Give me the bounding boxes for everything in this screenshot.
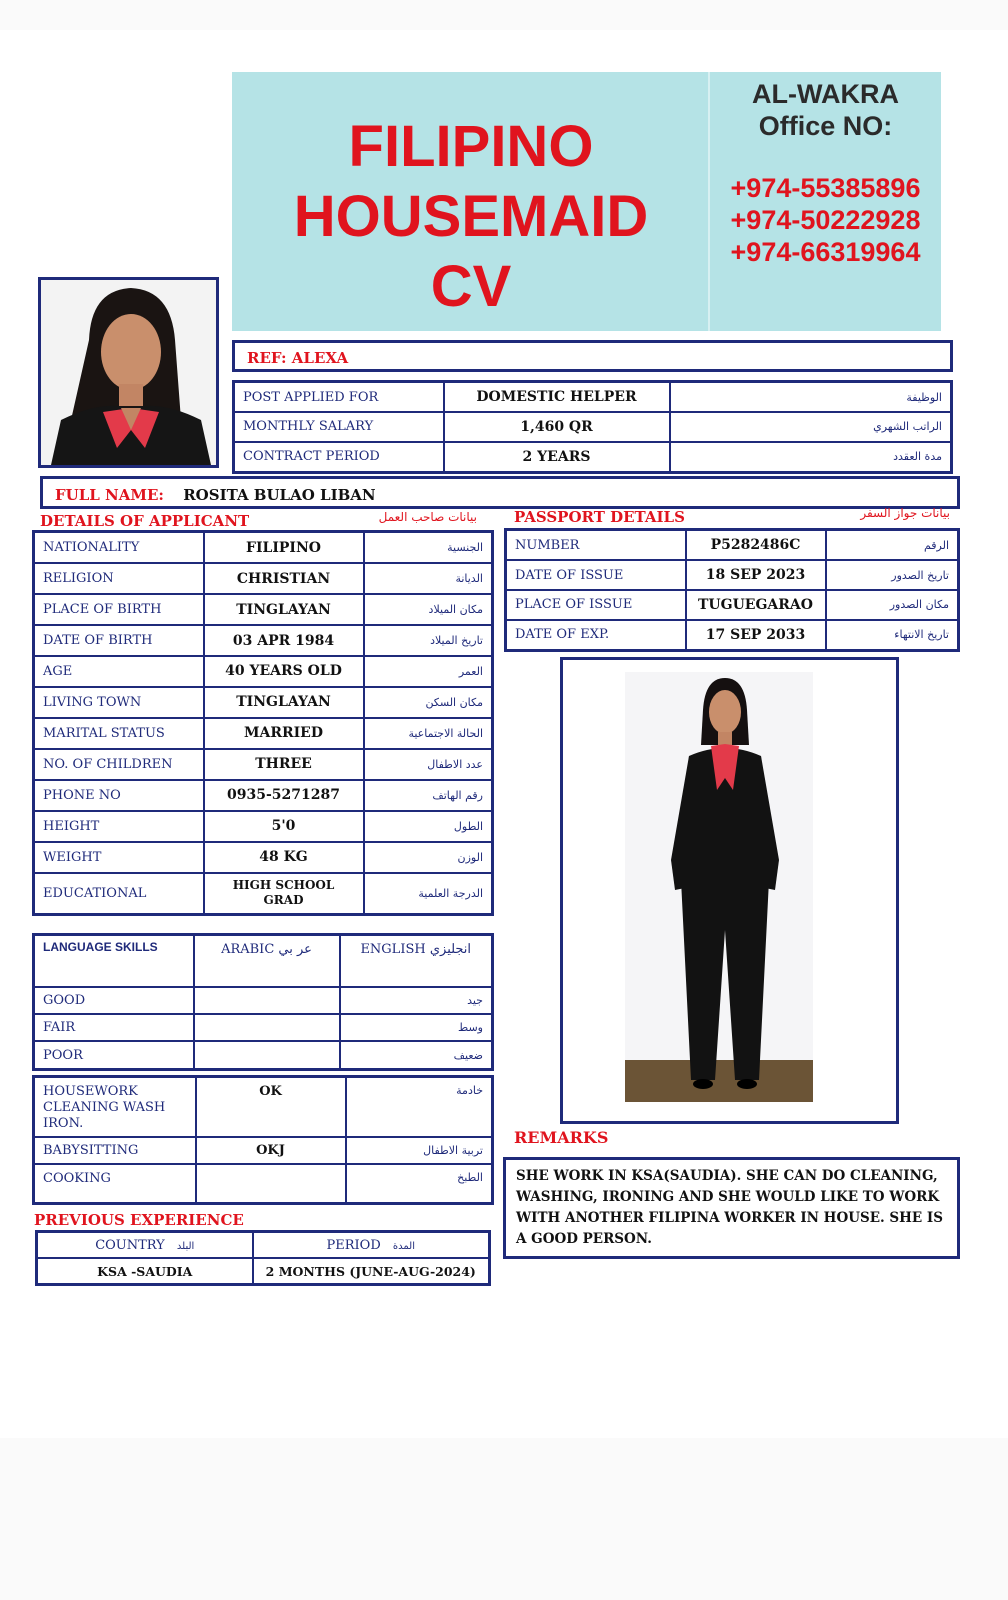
applicant-value: 48 KG xyxy=(204,842,364,873)
applicant-label: AGE xyxy=(34,656,204,687)
applicant-label-ar: رقم الهاتف xyxy=(364,780,493,811)
phone-2[interactable]: +974-50222928 xyxy=(730,205,921,235)
table-row xyxy=(34,1077,493,1137)
language-arabic-cell xyxy=(194,1014,340,1041)
language-title: LANGUAGE SKILLS xyxy=(34,935,194,987)
table-row xyxy=(37,1232,490,1259)
language-arabic-cell xyxy=(194,1041,340,1069)
passport-label: DATE OF ISSUE xyxy=(506,560,686,590)
applicant-value: HIGH SCHOOL GRAD xyxy=(204,873,364,915)
language-arabic-cell xyxy=(194,987,340,1014)
applicant-label-ar: مكان السكن xyxy=(364,687,493,718)
job-value: DOMESTIC HELPER xyxy=(444,382,670,413)
applicant-label: LIVING TOWN xyxy=(34,687,204,718)
applicant-value: THREE xyxy=(204,749,364,780)
language-col-arabic: ARABIC عر بي xyxy=(194,935,340,987)
experience-col-country-label: COUNTRY xyxy=(95,1237,165,1253)
passport-table xyxy=(504,528,960,652)
skill-value xyxy=(196,1164,346,1204)
phone-1[interactable]: +974-55385896 xyxy=(730,173,921,203)
language-level-ar: ضعيف xyxy=(340,1041,493,1069)
cv-title xyxy=(232,112,710,322)
applicant-label: PLACE OF BIRTH xyxy=(34,594,204,625)
remarks-title: REMARKS xyxy=(514,1128,609,1147)
table-row xyxy=(34,749,493,780)
applicant-value: CHRISTIAN xyxy=(204,563,364,594)
table-row xyxy=(506,590,959,620)
passport-title-ar: بيانات جواز السفر xyxy=(860,506,950,520)
applicant-title: DETAILS OF APPLICANT xyxy=(40,512,250,530)
table-row xyxy=(234,412,952,442)
skill-value: OK xyxy=(196,1077,346,1137)
applicant-label-ar: الديانة xyxy=(364,563,493,594)
applicant-label-ar: الجنسية xyxy=(364,532,493,564)
experience-col-period xyxy=(253,1232,490,1259)
skill-label-ar: الطبخ xyxy=(346,1164,493,1204)
experience-period: 2 MONTHS (JUNE-AUG-2024) xyxy=(253,1258,490,1285)
ref-label: REF: xyxy=(247,349,287,367)
applicant-value: 40 YEARS OLD xyxy=(204,656,364,687)
table-row xyxy=(234,382,952,413)
table-row xyxy=(34,687,493,718)
portrait-image xyxy=(41,280,216,465)
language-level: GOOD xyxy=(34,987,194,1014)
table-row xyxy=(34,1137,493,1164)
table-row xyxy=(34,1041,493,1069)
language-level: POOR xyxy=(34,1041,194,1069)
table-row xyxy=(34,873,493,915)
table-row xyxy=(34,625,493,656)
portrait-photo xyxy=(38,277,219,468)
full-body-photo xyxy=(560,657,899,1124)
applicant-label: PHONE NO xyxy=(34,780,204,811)
applicant-value: 0935-5271287 xyxy=(204,780,364,811)
job-label: POST APPLIED FOR xyxy=(234,382,444,413)
table-row xyxy=(34,935,493,987)
ref-value: ALEXA xyxy=(291,349,349,367)
table-row xyxy=(34,718,493,749)
passport-label-ar: تاريخ الصدور xyxy=(826,560,959,590)
passport-label: NUMBER xyxy=(506,530,686,561)
skill-label: HOUSEWORK CLEANING WASH IRON. xyxy=(34,1077,196,1137)
experience-table xyxy=(35,1230,491,1286)
job-value: 2 YEARS xyxy=(444,442,670,473)
applicant-label-ar: الوزن xyxy=(364,842,493,873)
full-body-image xyxy=(563,660,896,1121)
office-name: AL-WAKRA xyxy=(752,79,899,109)
passport-label: PLACE OF ISSUE xyxy=(506,590,686,620)
table-row xyxy=(34,594,493,625)
skill-value: OKJ xyxy=(196,1137,346,1164)
full-name-value: ROSITA BULAO LIBAN xyxy=(183,486,376,504)
table-row xyxy=(34,1164,493,1204)
reference-box xyxy=(232,340,953,372)
applicant-value: TINGLAYAN xyxy=(204,594,364,625)
applicant-label-ar: عدد الاطفال xyxy=(364,749,493,780)
applicant-value: TINGLAYAN xyxy=(204,687,364,718)
phone-3[interactable]: +974-66319964 xyxy=(730,237,921,267)
full-name-label: FULL NAME: xyxy=(55,486,164,504)
table-row xyxy=(34,1014,493,1041)
job-table xyxy=(232,380,953,474)
applicant-title-ar: بيانات صاحب العمل xyxy=(378,510,477,524)
applicant-label-ar: الطول xyxy=(364,811,493,842)
table-row xyxy=(37,1258,490,1285)
language-col-english: ENGLISH انجليزي xyxy=(340,935,493,987)
applicant-label-ar: العمر xyxy=(364,656,493,687)
office-phones xyxy=(710,172,941,268)
table-row xyxy=(506,620,959,651)
table-row xyxy=(234,442,952,473)
skills-table xyxy=(32,1075,494,1205)
applicant-value: 5'0 xyxy=(204,811,364,842)
passport-label-ar: الرقم xyxy=(826,530,959,561)
language-level-ar: وسط xyxy=(340,1014,493,1041)
job-label: MONTHLY SALARY xyxy=(234,412,444,442)
skill-label: BABYSITTING xyxy=(34,1137,196,1164)
experience-col-period-label: PERIOD xyxy=(326,1237,381,1253)
skill-label: COOKING xyxy=(34,1164,196,1204)
table-row xyxy=(506,560,959,590)
passport-value: 18 SEP 2023 xyxy=(686,560,826,590)
remarks-text: SHE WORK IN KSA(SAUDIA). SHE CAN DO CLEANING, WASHING, IRONING AND SHE WOULD LIKE TO WORK WITH ANOTHER FILIPINA WORKER IN HOUSE. SHE IS A GOOD PERSON. xyxy=(516,1168,943,1247)
experience-title: PREVIOUS EXPERIENCE xyxy=(34,1211,244,1229)
table-row xyxy=(34,811,493,842)
experience-col-country xyxy=(37,1232,253,1259)
table-row xyxy=(34,532,493,564)
applicant-label-ar: تاريخ الميلاد xyxy=(364,625,493,656)
title-line-2: HOUSEMAID xyxy=(293,184,649,249)
job-label-ar: مدة العقدد xyxy=(670,442,952,473)
passport-value: 17 SEP 2033 xyxy=(686,620,826,651)
applicant-table xyxy=(32,530,494,916)
applicant-label: MARITAL STATUS xyxy=(34,718,204,749)
passport-label-ar: مكان الصدور xyxy=(826,590,959,620)
applicant-label: DATE OF BIRTH xyxy=(34,625,204,656)
table-row xyxy=(34,563,493,594)
skill-label-ar: تربية الاطفال xyxy=(346,1137,493,1164)
passport-value: TUGUEGARAO xyxy=(686,590,826,620)
applicant-label-ar: الدرجة العلمية xyxy=(364,873,493,915)
table-row xyxy=(34,987,493,1014)
language-table xyxy=(32,933,494,1071)
applicant-label: NO. OF CHILDREN xyxy=(34,749,204,780)
experience-country: KSA -SAUDIA xyxy=(37,1258,253,1285)
applicant-label-ar: الحالة الاجتماعية xyxy=(364,718,493,749)
applicant-value: 03 APR 1984 xyxy=(204,625,364,656)
table-row xyxy=(34,780,493,811)
applicant-value: FILIPINO xyxy=(204,532,364,564)
office-info xyxy=(710,78,941,142)
skill-label-ar: خادمة xyxy=(346,1077,493,1137)
passport-title: PASSPORT DETAILS xyxy=(514,508,685,526)
applicant-label: RELIGION xyxy=(34,563,204,594)
title-line-3: CV xyxy=(430,254,512,319)
title-line-1: FILIPINO xyxy=(348,114,594,179)
job-label-ar: الراتب الشهري xyxy=(670,412,952,442)
applicant-value: MARRIED xyxy=(204,718,364,749)
applicant-label: WEIGHT xyxy=(34,842,204,873)
applicant-label-ar: مكان الميلاد xyxy=(364,594,493,625)
job-label: CONTRACT PERIOD xyxy=(234,442,444,473)
language-level: FAIR xyxy=(34,1014,194,1041)
applicant-label: HEIGHT xyxy=(34,811,204,842)
passport-value: P5282486C xyxy=(686,530,826,561)
table-row xyxy=(34,656,493,687)
experience-col-period-ar: المدة xyxy=(392,1240,415,1252)
full-name-box xyxy=(40,476,960,509)
language-level-ar: جيد xyxy=(340,987,493,1014)
job-value: 1,460 QR xyxy=(444,412,670,442)
experience-col-country-ar: البلد xyxy=(176,1240,195,1252)
office-label: Office NO: xyxy=(758,111,893,141)
table-row xyxy=(506,530,959,561)
passport-label-ar: تاريخ الانتهاء xyxy=(826,620,959,651)
job-label-ar: الوظيفة xyxy=(670,382,952,413)
applicant-label: NATIONALITY xyxy=(34,532,204,564)
table-row xyxy=(34,842,493,873)
passport-label: DATE OF EXP. xyxy=(506,620,686,651)
applicant-label: EDUCATIONAL xyxy=(34,873,204,915)
remarks-box xyxy=(503,1157,960,1259)
